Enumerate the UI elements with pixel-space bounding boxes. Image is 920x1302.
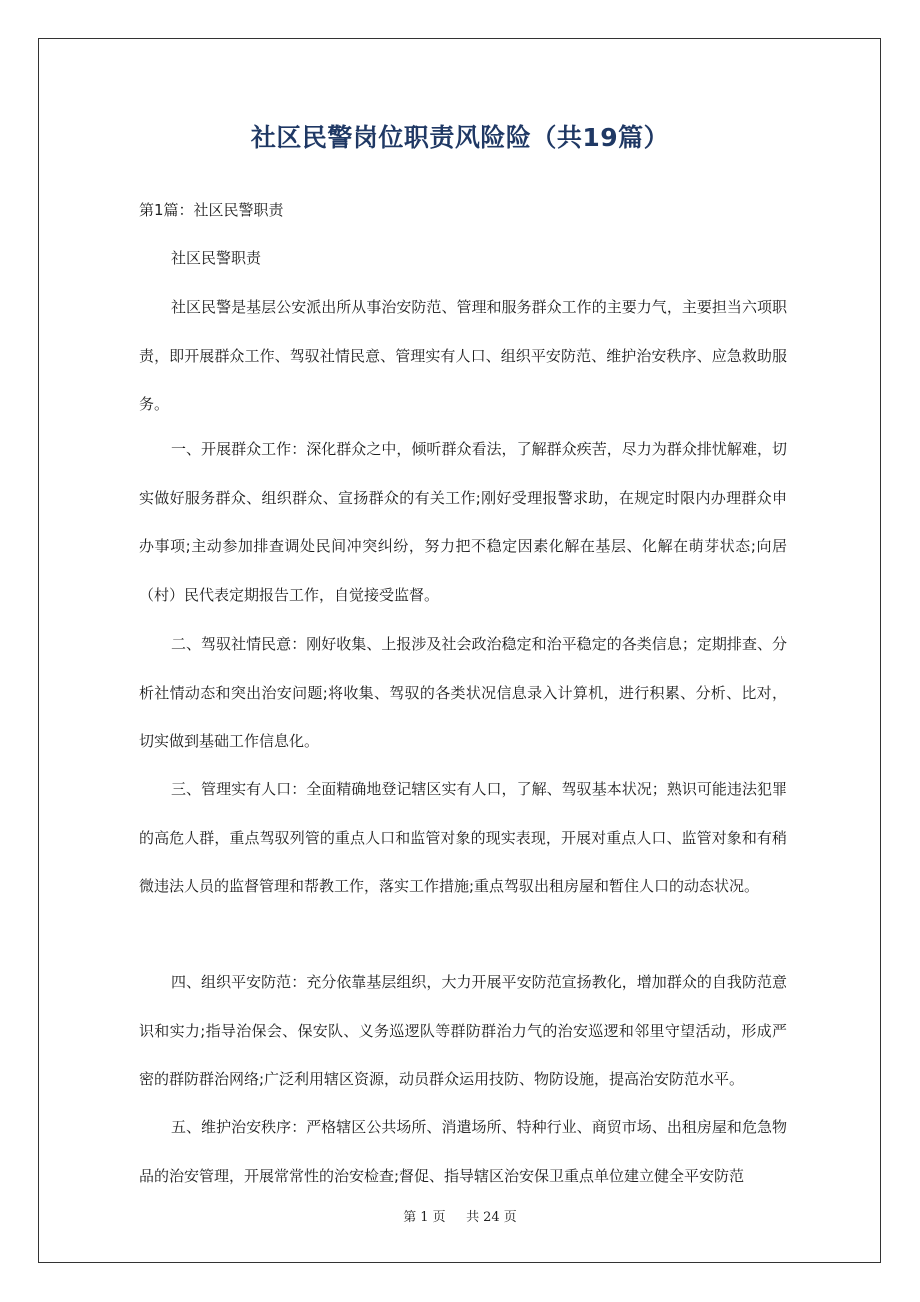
- paragraph-duty-5: 五、维护治安秩序：严格辖区公共场所、消遣场所、特种行业、商贸市场、出租房屋和危急物品的治安管理，开展常常性的治安检查;督促、指导辖区治安保卫重点单位建立健全平安防范: [139, 1118, 787, 1185]
- paragraph-duty-3: 三、管理实有人口：全面精确地登记辖区实有人口，了解、驾驭基本状况；熟识可能违法犯罪的高危人群，重点驾驭列管的重点人口和监管对象的现实表现，开展对重点人口、监管对象和有稍微违法人员的监督管理和帮教工作，落实工作措施;重点驾驭出租房屋和暂住人口的动态状况。: [139, 780, 787, 895]
- page-footer: [0, 1206, 920, 1225]
- subheading: 社区民警职责: [171, 249, 262, 267]
- footer-page-label: 页: [432, 1210, 446, 1225]
- footer-page-current: 1: [420, 1210, 429, 1225]
- footer-total-label: 页: [503, 1210, 517, 1225]
- paragraph-duty-2: 二、驾驭社情民意：刚好收集、上报涉及社会政治稳定和治平稳定的各类信息；定期排查、分析社情动态和突出治安问题;将收集、驾驭的各类状况信息录入计算机，进行积累、分析、比对，切实做到基础工作信息化。: [139, 635, 787, 750]
- footer-page-total: 24: [483, 1210, 500, 1225]
- paragraph-duty-1: 一、开展群众工作：深化群众之中，倾听群众看法，了解群众疾苦，尽力为群众排忧解难，切实做好服务群众、组织群众、宣扬群众的有关工作;刚好受理报警求助，在规定时限内办理群众申办事项;主动参加排查调处民间冲突纠纷，努力把不稳定因素化解在基层、化解在萌芽状态;向居（村）民代表定期报告工作，自觉接受监督。: [139, 440, 787, 604]
- document-title: 社区民警岗位职责风险险（共19篇）: [250, 123, 670, 152]
- paragraph-duty-4: 四、组织平安防范：充分依靠基层组织，大力开展平安防范宣扬教化，增加群众的自我防范意识和实力;指导治保会、保安队、义务巡逻队等群防群治力气的治安巡逻和邻里守望活动，形成严密的群防群治网络;广泛利用辖区资源，动员群众运用技防、物防设施，提高治安防范水平。: [139, 973, 787, 1088]
- footer-prefix: 第: [403, 1210, 417, 1225]
- paragraph-intro: 社区民警是基层公安派出所从事治安防范、管理和服务群众工作的主要力气，主要担当六项职责，即开展群众工作、驾驭社情民意、管理实有人口、组织平安防范、维护治安秩序、应急救助服务。: [139, 298, 787, 413]
- section-heading: 第1篇：社区民警职责: [139, 201, 284, 219]
- footer-total-prefix: 共: [466, 1210, 480, 1225]
